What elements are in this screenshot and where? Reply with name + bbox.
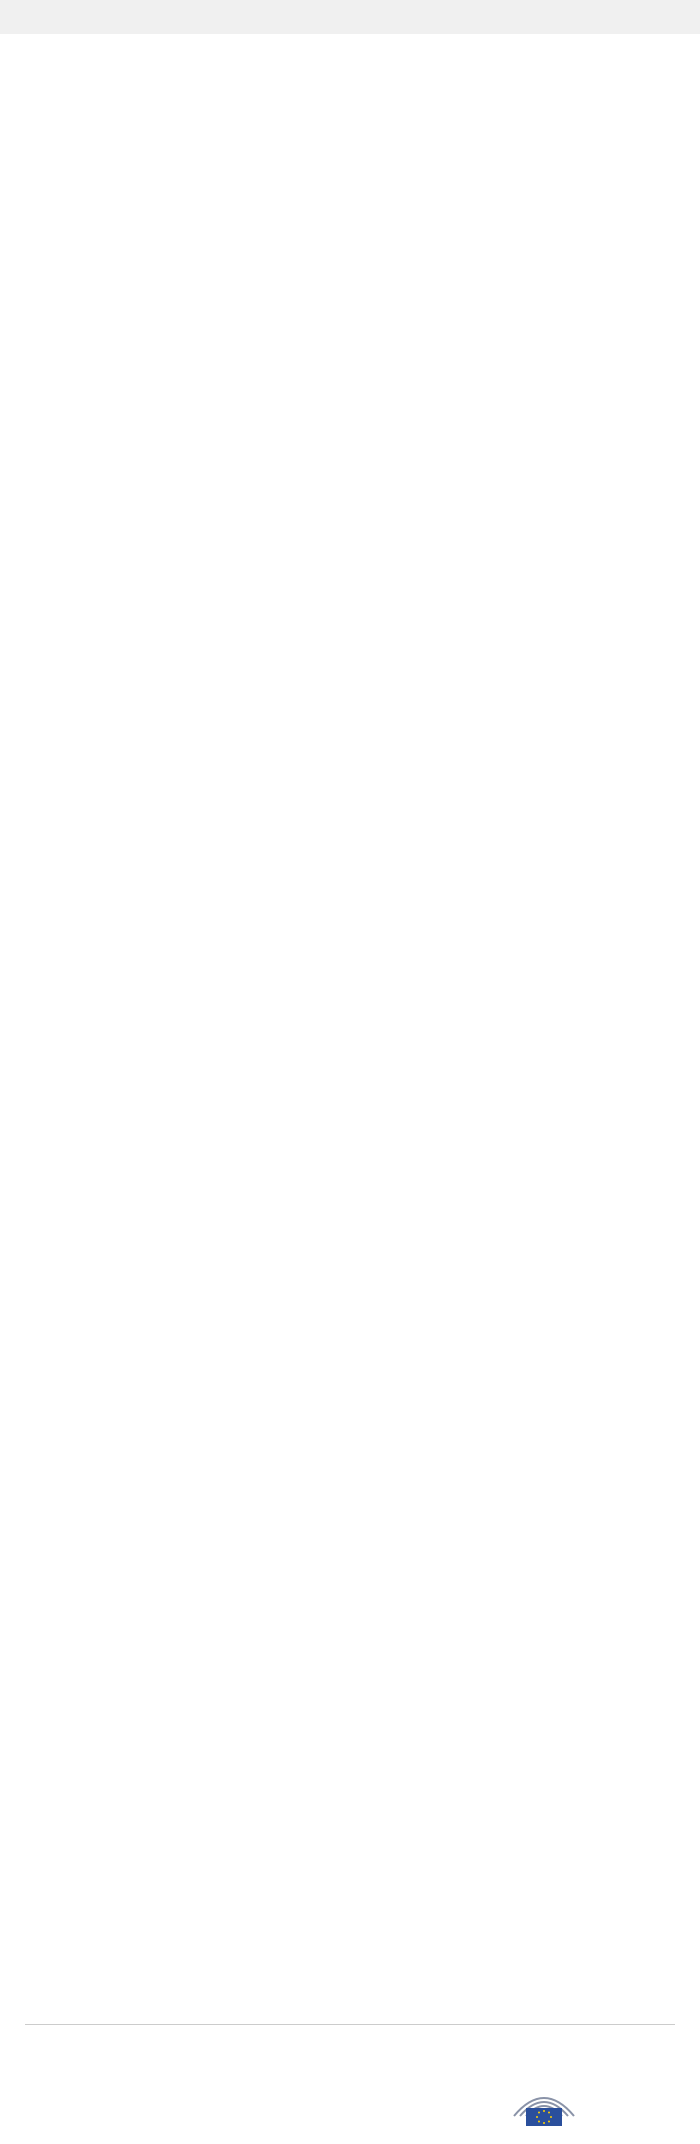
results-table	[25, 137, 675, 814]
ep-emblem-icon	[512, 2086, 576, 2126]
top-bar	[0, 0, 700, 34]
ep-logo	[512, 2086, 677, 2126]
political-groups-legend	[374, 1546, 676, 1557]
national-parties-legend	[25, 1546, 350, 1557]
divider	[25, 2024, 675, 2025]
